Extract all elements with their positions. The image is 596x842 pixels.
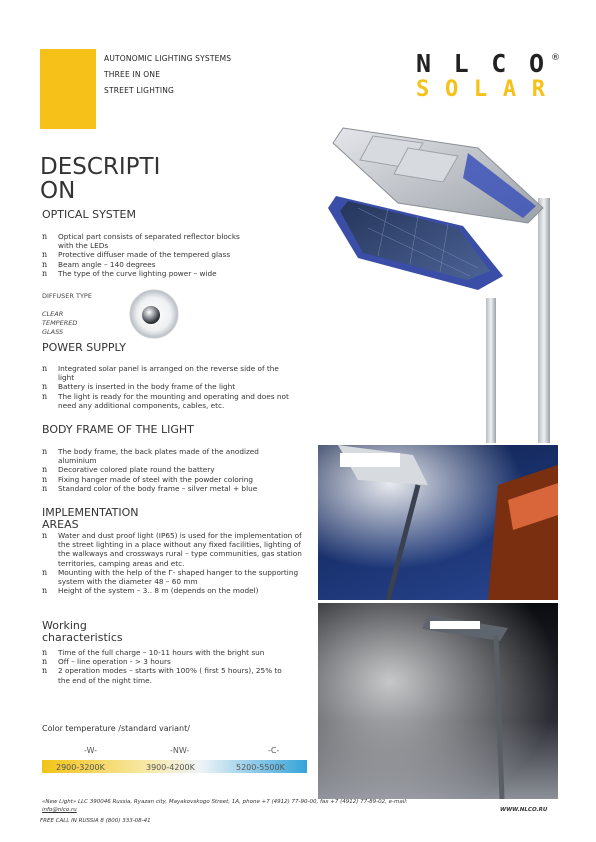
color-temp-label: Color temperature /standard variant/ [42,724,190,733]
list-item: n Standard color of the body frame – silver metal + blue [42,483,258,493]
list-item: n Integrated solar panel is arranged on the reverse side of the light [42,364,279,383]
list-item: n Protective diffuser made of the tempered glass [42,250,231,260]
footer-free-call: FREE CALL IN RUSSIA 8 (800) 333-08-41 [40,818,151,824]
header-line-1: AUTONOMIC LIGHTING SYSTEMS [104,54,232,63]
power-list [42,364,292,410]
header-line-2: THREE IN ONE [104,70,161,79]
list-item: n 2 operation modes – starts with 100% ( first 5 hours), 25% to the end of the night time. [42,666,282,685]
page-title: DESCRIPTI ON [40,154,161,204]
list-item: n Mounting with the help of the Г- shaped hanger to the supporting system with the diameter 48 – 60 mm [42,567,299,587]
night-light-photo-1 [318,445,558,600]
svg-text:SOLAR: SOLAR [416,77,548,100]
header-line-3: STREET LIGHTING [104,86,175,95]
footer-address: «New Light» LLC 390046 Russia, Ryazan city, Mayakovskogo Street, 1A, phone +7 (4912) 77-90-00, fax +7 (4912) 77-89-02, e-mail: [42,799,408,805]
list-item: n The type of the curve lighting power – wide [42,268,217,278]
svg-text:®: ® [551,53,560,63]
nlco-solar-logo [410,50,560,100]
list-item: n Height of the system – 3.. 8 m (depends on the model) [42,586,259,596]
list-item: n The body frame, the back plates made of the anodized aluminium [42,447,259,466]
color-range-c: 5200-5500K [236,763,285,772]
diffuser-value: CLEAR TEMPERED GLASS [42,310,78,336]
accent-block [40,49,96,129]
color-type-nw: -NW- [170,746,190,755]
list-item: n Decorative colored plate round the battery [42,465,215,475]
power-heading: POWER SUPPLY [42,341,126,354]
color-range-w: 2900-3200K [56,763,105,772]
list-item: n Battery is inserted in the body frame of the light [42,382,236,392]
color-type-w: -W- [84,746,98,755]
list-item: n Beam angle – 140 degrees [42,259,156,269]
list-item: n Off – line operation - > 3 hours [42,657,171,667]
list-item: n Time of the full charge – 10-11 hours with the bright sun [42,648,265,657]
list-item: n Fixing hanger made of steel with the powder coloring [42,474,253,484]
list-item: n Water and dust proof light (IP65) is used for the implementation of the street lighting in a place without any fixed facilities, lighting of the walkways and crossways rural – type communities, gas station territories, camping areas and etc. [42,531,302,568]
optical-heading: OPTICAL SYSTEM [42,208,136,221]
body-frame-heading: BODY FRAME OF THE LIGHT [42,423,194,436]
footer-email[interactable]: info@nlco.ru [42,807,77,813]
implementation-list [42,531,304,595]
footer-website[interactable]: WWW.NLCO.RU [500,807,548,813]
list-item: n The light is ready for the mounting and operating and does not need any additional components, cables, etc. [42,391,289,410]
diffuser-label: DIFFUSER TYPE [42,292,92,300]
implementation-heading: IMPLEMENTATION AREAS [42,506,139,531]
color-range-nw: 3900-4200K [146,763,195,772]
svg-text:NLCO: NLCO [416,50,548,78]
optical-list [42,232,252,278]
diffuser-glass-image [128,288,180,340]
working-list [42,648,282,685]
list-item: n Optical part consists of separated reflector blocks with the LEDs [42,232,240,251]
color-type-c: -C- [268,746,280,755]
solar-light-product-image [318,108,558,443]
body-frame-list [42,447,292,493]
working-heading: Working characteristics [42,619,123,644]
night-light-photo-2 [318,603,558,799]
